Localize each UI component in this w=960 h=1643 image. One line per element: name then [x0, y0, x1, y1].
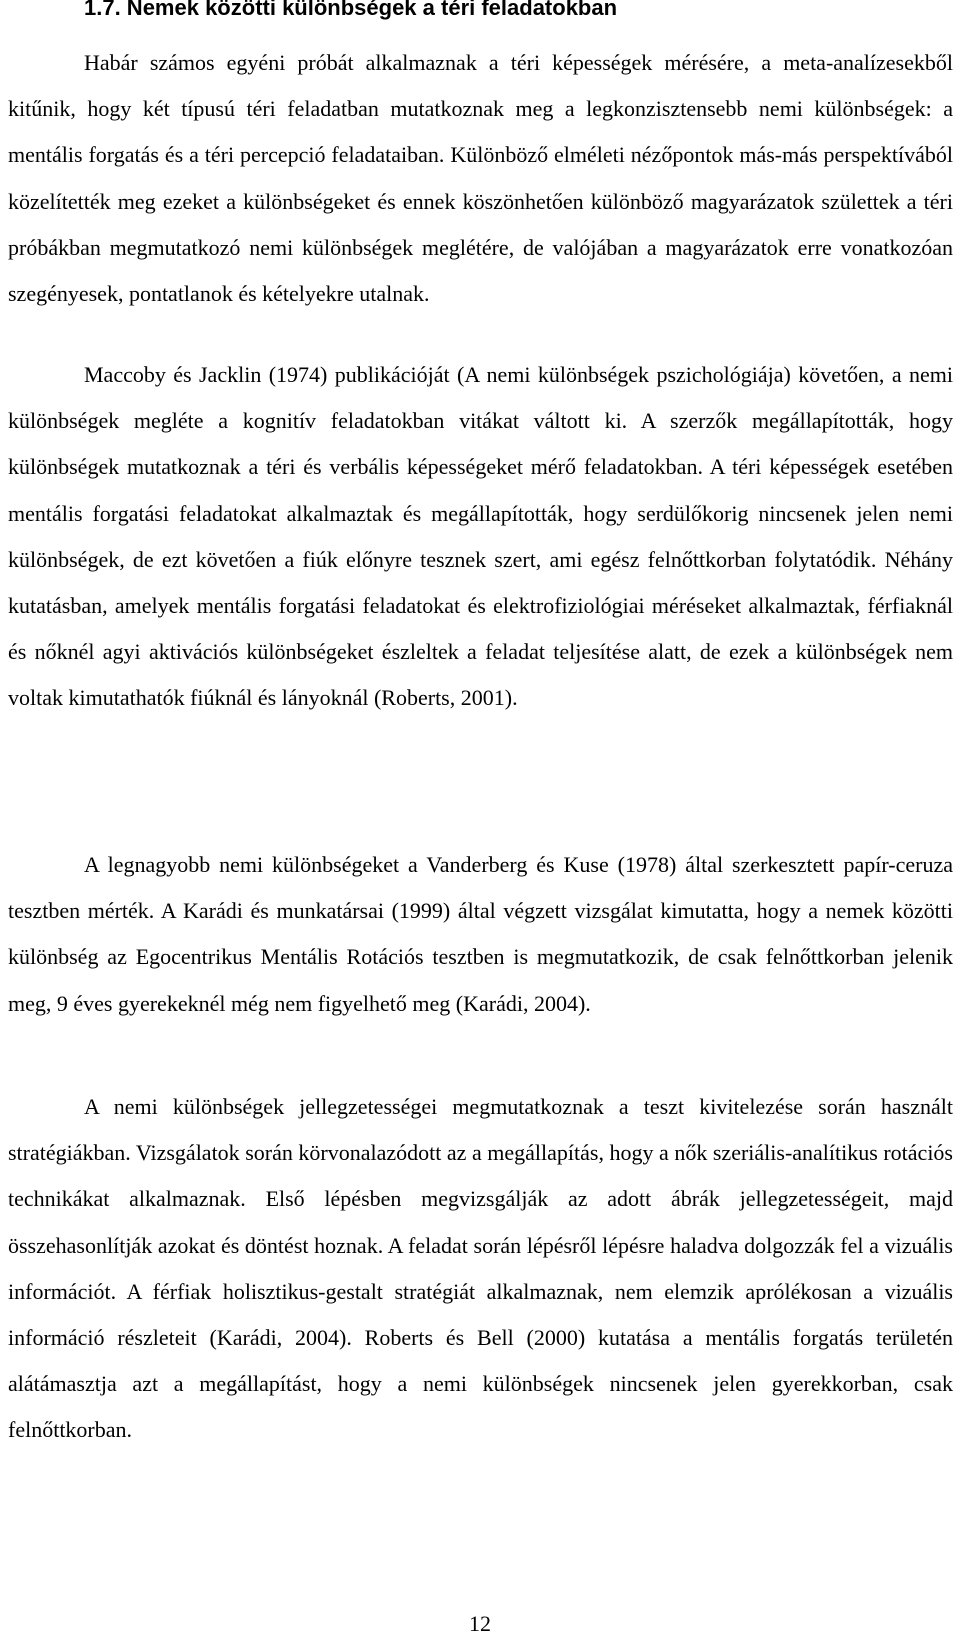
section-heading: 1.7. Nemek közötti különbségek a téri feladatokban — [84, 0, 618, 20]
paragraph-3: A legnagyobb nemi különbségeket a Vanderberg és Kuse (1978) által szerkesztett papír-ceruza tesztben mérték. A Karádi és munkatársai (1999) által végzett vizsgálat kimutatta, hogy a nemek közötti különbség az Egocentrikus Mentális Rotációs tesztben is megmutatkozik, de csak felnőttkorban jelenik meg, 9 éves gyerekeknél még nem figyelhető meg (Karádi, 2004). — [8, 852, 953, 1016]
page-number: 12 — [469, 1611, 491, 1636]
paragraph-4: A nemi különbségek jellegzetességei megmutatkoznak a teszt kivitelezése során használt stratégiákban. Vizsgálatok során körvonalazódott az a megállapítás, hogy a nők szeriális-analítikus rotációs technikákat alkalmaznak. Első lépésben megvizsgálják az adott ábrák jellegzetességeit, majd összehasonlítják azokat és döntést hoznak. A feladat során lépésről lépésre haladva dolgozzák fel a vizuális információt. A férfiak holisztikus-gestalt stratégiát alkalmaznak, nem elemzik aprólékosan a vizuális információ részleteit (Karádi, 2004). Roberts és Bell (2000) kutatása a mentális forgatás területén alátámasztja azt a megállapítást, hogy a nemi különbségek nincsenek jelen gyerekkorban, csak felnőttkorban. — [8, 1094, 953, 1443]
paragraph-1: Habár számos egyéni próbát alkalmaznak a téri képességek mérésére, a meta-analízesekből kitűnik, hogy két típusú téri feladatban mutatkoznak meg a legkonzisztensebb nemi különbségek: a mentális forgatás és a téri percepció feladataiban. Különböző elméleti nézőpontok más-más perspektívából közelítették meg ezeket a különbségeket és ennek köszönhetően különböző magyarázatok születtek a téri próbákban megmutatkozó nemi különbségek meglétére, de valójában a magyarázatok erre vonatkozóan szegényesek, pontatlanok és kételyekre utalnak. — [8, 50, 953, 307]
paragraph-2: Maccoby és Jacklin (1974) publikációját (A nemi különbségek pszichológiája) követően, a nemi különbségek megléte a kognitív feladatokban vitákat váltott ki. A szerzők megállapították, hogy különbségek mutatkoznak a téri és verbális képességeket mérő feladatokban. A téri képességek esetében mentális forgatási feladatokat alkalmaztak és megállapították, hogy serdülőkorig nincsenek jelen nemi különbségek, de ezt követően a fiúk előnyre tesznek szert, ami egész felnőttkorban folytatódik. Néhány kutatásban, amelyek mentális forgatási feladatokat és elektrofiziológiai méréseket alkalmaztak, férfiaknál és nőknél agyi aktivációs különbségeket észleltek a feladat teljesítése alatt, de ezek a különbségek nem voltak kimutathatók fiúknál és lányoknál (Roberts, 2001). — [8, 362, 953, 711]
